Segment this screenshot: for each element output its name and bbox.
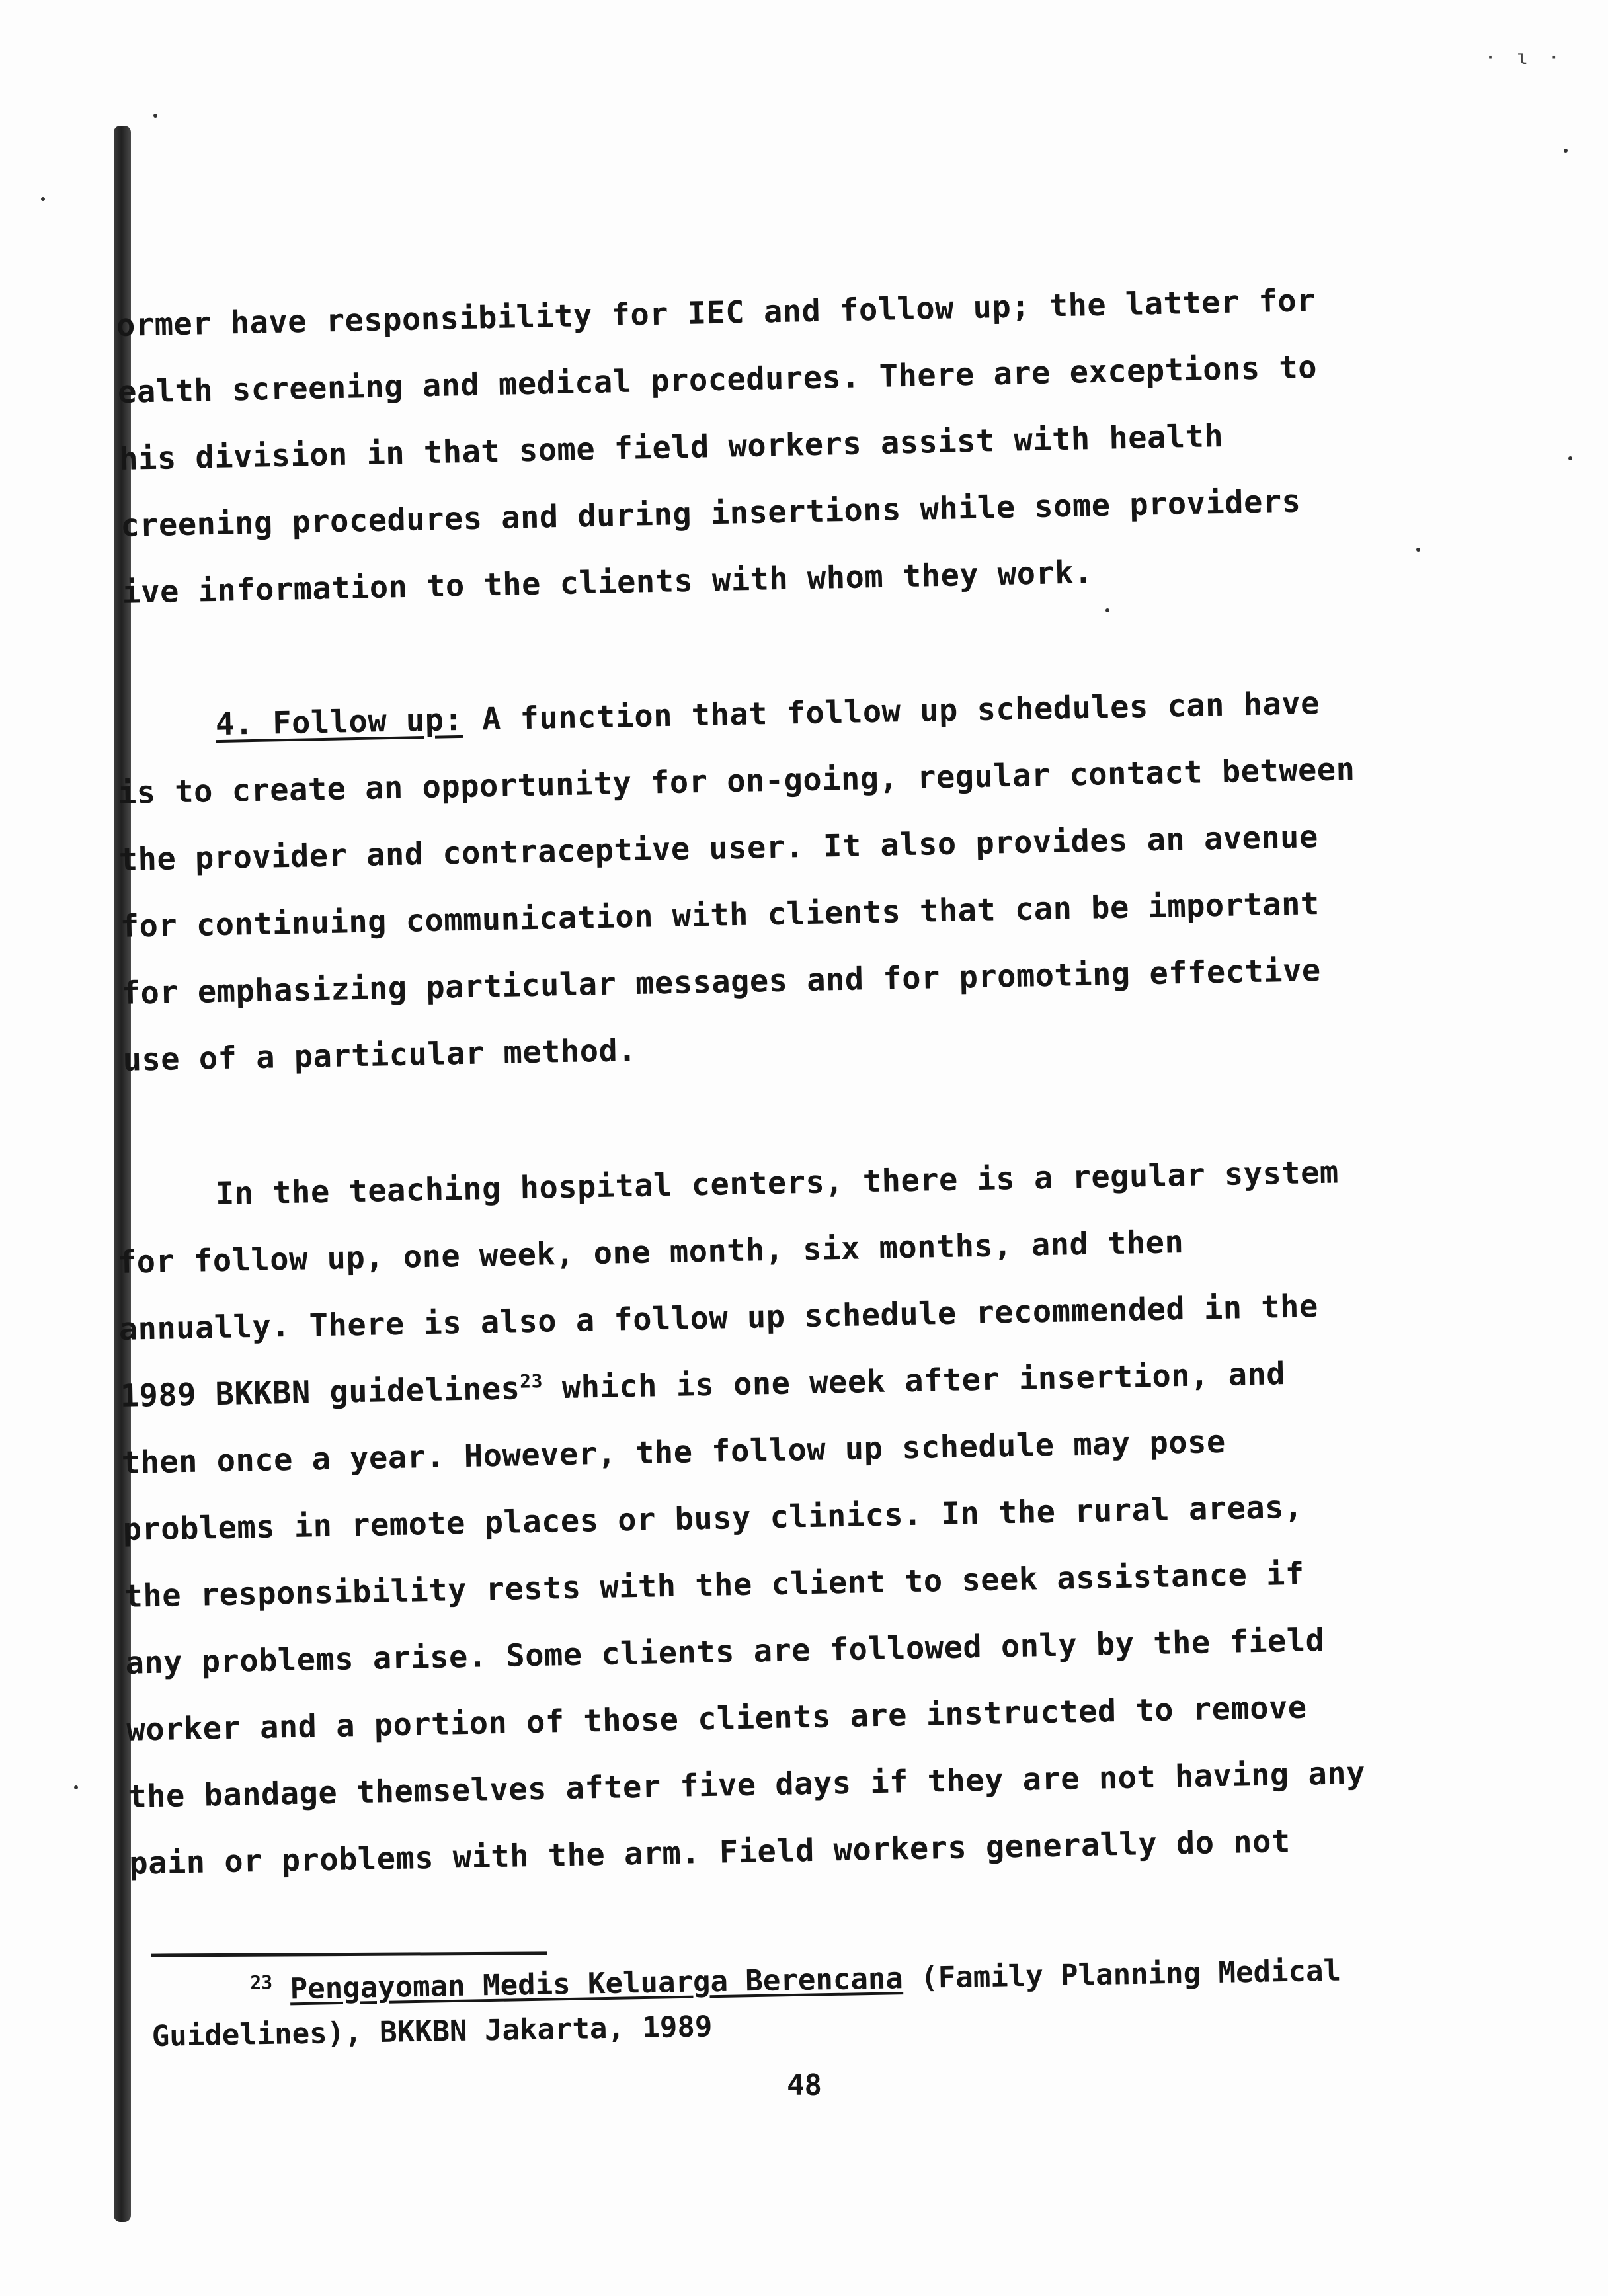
text-span: (Family Planning Medical xyxy=(903,1953,1342,1996)
section-heading: 4. Follow up: xyxy=(215,701,463,743)
text-line: for emphasizing particular messages and for promoting effective xyxy=(121,952,1322,1012)
text-line: ormer have responsibility for IEC and follow up; the latter for xyxy=(116,282,1316,344)
footnote xyxy=(151,1946,1474,2059)
text-line: annually. There is also a follow up schedule recommended in the xyxy=(118,1288,1319,1348)
text-span: 1989 BKKBN guidelines xyxy=(120,1370,520,1414)
text-span: which is one week after insertion, and xyxy=(542,1356,1286,1407)
scan-speck xyxy=(153,114,157,118)
text-line: use of a particular method. xyxy=(122,1032,637,1079)
text-line: the responsibility rests with the client to seek assistance if xyxy=(124,1555,1305,1615)
scan-speck xyxy=(1416,548,1420,552)
footnote-line: Guidelines), BKKBN Jakarta, 1989 xyxy=(151,2010,713,2053)
text-line: his division in that some field workers assist with health xyxy=(118,417,1224,477)
text-line: the bandage themselves after five days if they are not having any xyxy=(127,1754,1366,1815)
paragraph-roles xyxy=(116,264,1471,626)
text-line: any problems arise. Some clients are followed only by the field xyxy=(125,1622,1325,1682)
footnote-reference: 23 xyxy=(519,1370,543,1393)
text-line: creening procedures and during insertions while some providers xyxy=(120,483,1301,544)
scan-speck xyxy=(1568,456,1572,460)
footnote-marker: 23 xyxy=(250,1971,273,1994)
page-number: 48 xyxy=(787,2069,822,2102)
footnote-title: Pengayoman Medis Keluarga Berencana xyxy=(290,1961,904,2006)
text-line: the provider and contraceptive user. It also provides an avenue xyxy=(118,819,1319,878)
scan-marks: · ɩ · xyxy=(1484,46,1564,69)
text-line: for continuing communication with clients that can be important xyxy=(120,885,1320,945)
text-line: then once a year. However, the follow up schedule may pose xyxy=(121,1423,1226,1481)
scan-speck xyxy=(1564,149,1568,153)
text-line: pain or problems with the arm. Field workers generally do not xyxy=(128,1823,1291,1882)
scan-speck xyxy=(1106,608,1109,612)
text-span: A function that follow up schedules can have xyxy=(462,685,1320,738)
footnote-rule xyxy=(151,1951,547,1957)
text-line: ive information to the clients with whom they work. xyxy=(121,554,1094,611)
scan-speck xyxy=(74,1785,78,1789)
paragraph-follow-up xyxy=(116,667,1472,1094)
text-line: In the teaching hospital centers, there is a regular system xyxy=(215,1154,1340,1213)
paragraph-teaching-hospital xyxy=(116,1137,1478,1897)
text-line: problems in remote places or busy clinics. In the rural areas, xyxy=(122,1489,1304,1548)
text-line: worker and a portion of those clients are instructed to remove xyxy=(126,1689,1308,1748)
scan-speck xyxy=(41,197,45,201)
text-line: ealth screening and medical procedures. There are exceptions to xyxy=(117,348,1318,411)
text-line: for follow up, one week, one month, six months, and then xyxy=(117,1224,1184,1281)
text-line: is to create an opportunity for on-going, regular contact between xyxy=(117,751,1355,811)
